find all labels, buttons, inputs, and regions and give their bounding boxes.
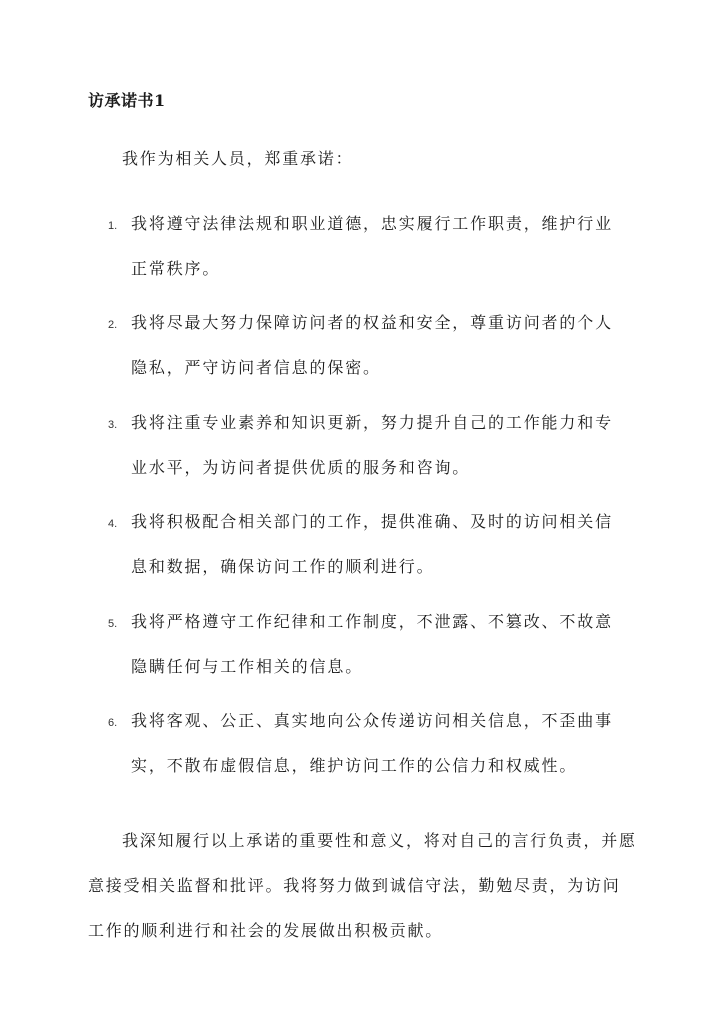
closing-paragraph: 我深知履行以上承诺的重要性和意义，将对自己的言行负责，并愿意接受相关监督和批评。我将努力做到诚信守法，勤勉尽责，为访问工作的顺利进行和社会的发展做出积极贡献。 <box>88 831 637 940</box>
list-item-text: 我将积极配合相关部门的工作，提供准确、及时的访问相关信息和数据，确保访问工作的顺利进行。 <box>131 512 613 576</box>
list-item-number: 2. <box>108 319 118 331</box>
list-item-text: 我将注重专业素养和知识更新，努力提升自己的工作能力和专业水平，为访问者提供优质的服务和咨询。 <box>131 413 613 477</box>
list-item-number: 5. <box>108 618 118 630</box>
intro-paragraph: 我作为相关人员，郑重承诺： <box>122 149 354 168</box>
list-item-text: 我将遵守法律法规和职业道德，忠实履行工作职责，维护行业正常秩序。 <box>131 214 613 278</box>
list-item-number: 6. <box>108 717 118 729</box>
list-item-text: 我将严格遵守工作纪律和工作制度，不泄露、不篡改、不故意隐瞒任何与工作相关的信息。 <box>131 612 613 676</box>
list-item-number: 3. <box>108 419 118 431</box>
list-item-text: 我将尽最大努力保障访问者的权益和安全，尊重访问者的个人隐私，严守访问者信息的保密。 <box>131 313 613 377</box>
document-title: 访承诺书1 <box>88 91 166 110</box>
list-item-number: 1. <box>108 220 118 232</box>
list-item-number: 4. <box>108 518 118 530</box>
list-item-text: 我将客观、公正、真实地向公众传递访问相关信息，不歪曲事实，不散布虚假信息，维护访问工作的公信力和权威性。 <box>131 711 613 775</box>
